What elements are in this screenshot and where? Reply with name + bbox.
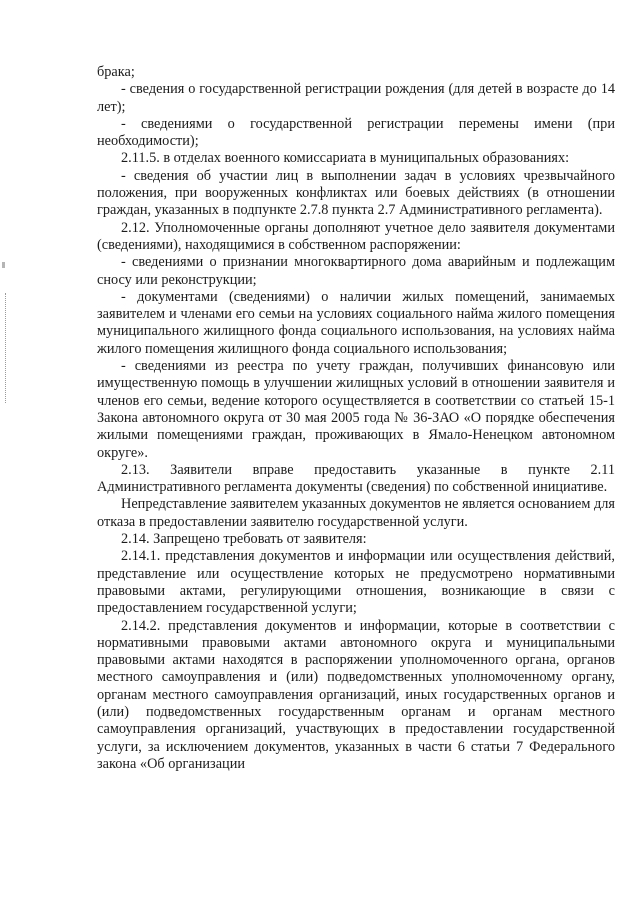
paragraph-2-14-1: 2.14.1. представления документов и информации или осуществления действий, представление или осуществление которых не предусмотрено нормативными правовыми актами, регулирующими отношения, возникающие в связи с предоставлением государственной услуги;	[97, 548, 615, 617]
paragraph-2-13: 2.13. Заявители вправе предоставить указанные в пункте 2.11 Административного регламента документы (сведения) по собственной инициативе.	[97, 461, 615, 496]
paragraph-continuation: брака;	[97, 64, 135, 80]
scan-artifact	[2, 262, 5, 268]
paragraph-non-submission: Непредставление заявителем указанных документов не является основанием для отказа в предоставлении заявителю государственной услуги.	[97, 496, 615, 530]
document-body	[97, 64, 615, 773]
paragraph-emergency-participation: - сведения об участии лиц в выполнении задач в условиях чрезвычайного положения, при вооруженных конфликтах или боевых действиях (в отношении граждан, указанных в подпункте 2.7.8 пункта 2.7 Административного регламента).	[97, 167, 615, 219]
paragraph-2-12: 2.12. Уполномоченные органы дополняют учетное дело заявителя документами (сведениями), находящимися в собственном распоряжении:	[97, 219, 615, 253]
paragraph-registry: - сведениями из реестра по учету граждан, получивших финансовую или имущественную помощь в улучшении жилищных условий в отношении заявителя и членов его семьи, ведение которого осуществляется в соответствии со статьей 15-1 Закона автономного округа от 30 мая 2005 года № 36-ЗАО «О порядке обеспечения жилыми помещениями граждан, проживающих в Ямало-Ненецком автономном округе».	[97, 358, 615, 461]
paragraph-birth-registration: - сведения о государственной регистрации рождения (для детей в возрасте до 14 лет);	[97, 81, 615, 115]
paragraph-emergency-housing: - сведениями о признании многоквартирного дома аварийным и подлежащим сносу или реконструкции;	[97, 254, 615, 288]
scan-margin-mark	[5, 293, 7, 403]
paragraph-2-11-5: 2.11.5. в отделах военного комиссариата в муниципальных образованиях:	[121, 150, 570, 167]
paragraph-2-14-2: 2.14.2. представления документов и информации, которые в соответствии с нормативными правовыми актами автономного округа и муниципальными правовыми актами находятся в распоряжении уполномоченного органа, органов местного самоуправления и (или) подведомственных уполномоченному органу, органам местного самоуправления организаций, иных государственных органов и (или) подведомственных государственным органам и органам местного самоуправления организаций, участвующих в предоставлении государственной услуги, за исключением документов, указанных в части 6 статьи 7 Федерального закона «Об организации	[97, 617, 615, 772]
paragraph-name-change: - сведениями о государственной регистрации перемены имени (при необходимости);	[97, 115, 615, 150]
paragraph-2-14: 2.14. Запрещено требовать от заявителя:	[121, 531, 367, 548]
paragraph-living-quarters: - документами (сведениями) о наличии жилых помещений, занимаемых заявителем и членами его семьи на условиях социального найма жилого помещения муниципального жилищного фонда социального использования, на условиях найма жилого помещения жилищного фонда социального использования;	[97, 288, 615, 357]
